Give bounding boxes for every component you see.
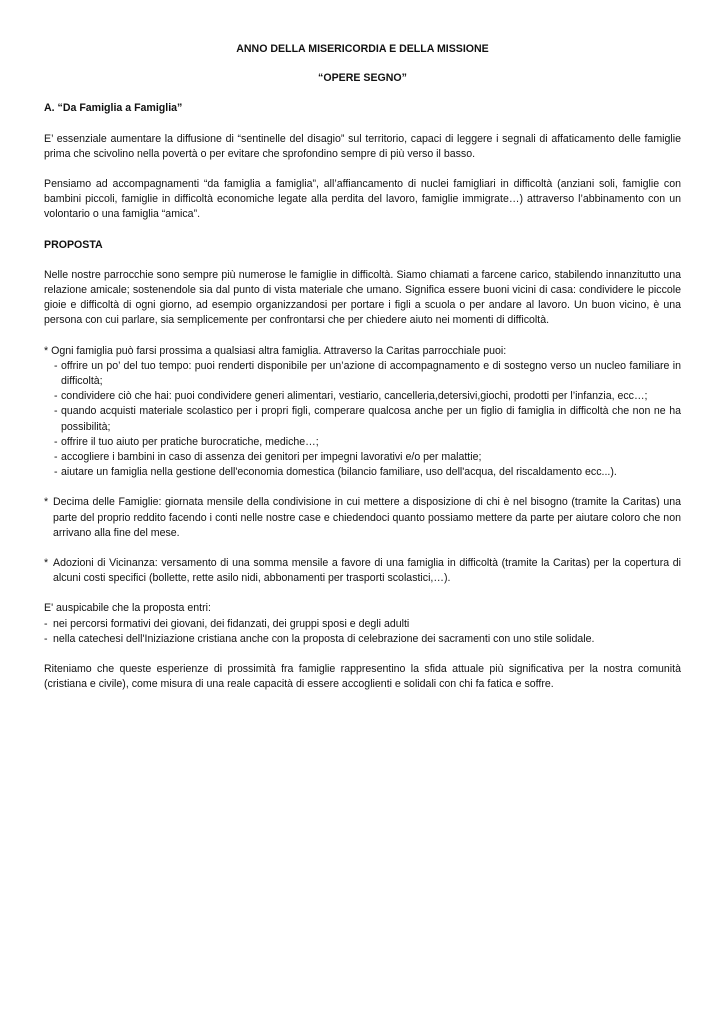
auspicabile-block — [44, 601, 681, 647]
auspicabile-list — [44, 617, 681, 647]
list-item: - offrire il tuo aiuto per pratiche burocratiche, mediche…; — [44, 435, 681, 450]
star-bullet: * — [44, 496, 49, 509]
star-bullet: * — [44, 344, 49, 357]
list-item: - nella catechesi dell'Iniziazione cristiana anche con la proposta di celebrazione dei sacramenti con uno stile solidale. — [44, 632, 681, 647]
document-body — [44, 42, 681, 693]
list-item: - condividere ciò che hai: puoi condividere generi alimentari, vestiario, cancelleria,detersivi,giochi, prodotti per l’infanzia, ecc…; — [44, 389, 681, 404]
star-item-adozioni — [44, 556, 681, 586]
list-item: - aiutare un famiglia nella gestione dell'economia domestica (bilancio familiare, uso dell'acqua, del riscaldamento ecc...). — [44, 465, 681, 480]
document-title: ANNO DELLA MISERICORDIA E DELLA MISSIONE — [236, 43, 489, 55]
proposta-heading: PROPOSTA — [44, 238, 103, 251]
star-item-text: Adozioni di Vicinanza: versamento di una somma mensile a favore di una famiglia in difficoltà (tramite la Caritas) per la copertura di alcuni costi specifici (bollette, rette asilo nidi, abbonamenti per trasporti scolastici,…). — [53, 557, 681, 585]
paragraph-auspicabile: E' auspicabile che la proposta entri: — [44, 602, 211, 615]
paragraph-sentinelle: E’ essenziale aumentare la diffusione di “sentinelle del disagio” sul territorio, capaci di leggere i segnali di affaticamento delle famiglie prima che scivolino nella povertà o per evitare che sprofondino sempre di più verso il basso. — [44, 132, 681, 160]
caritas-actions-list — [44, 359, 681, 481]
list-item: - accogliere i bambini in caso di assenza dei genitori per impegni lavorativi e/o per malattie; — [44, 450, 681, 465]
list-item: - quando acquisti materiale scolastico per i propri figli, comperare qualcosa anche per un figlio di famiglia in difficoltà che non ne ha possibilità; — [44, 404, 681, 434]
document-subtitle: “OPERE SEGNO” — [318, 72, 407, 85]
star-bullet: * — [44, 557, 49, 570]
section-a-heading: A. “Da Famiglia a Famiglia” — [44, 102, 183, 115]
star-item-decima — [44, 495, 681, 541]
star-item-ogni-famiglia — [44, 344, 681, 481]
paragraph-accompagnamenti: Pensiamo ad accompagnamenti “da famiglia a famiglia”, all’affiancamento di nuclei famigliari in difficoltà (anziani soli, famiglie con bambini piccoli, famiglie in difficoltà economiche legate alla perdita del lavoro, famiglie immigrate…) attraverso l’abbinamento con un volontario o una famiglia “amica”. — [44, 178, 681, 221]
list-item: - offrire un po’ del tuo tempo: puoi renderti disponibile per un’azione di accompagnamento e di sostegno verso un nucleo familiare in difficoltà; — [44, 359, 681, 389]
star-item-text: Ogni famiglia può farsi prossima a qualsiasi altra famiglia. Attraverso la Caritas parrocchiale puoi: — [51, 344, 507, 357]
paragraph-conclusione: Riteniamo che queste esperienze di prossimità fra famiglie rappresentino la sfida attuale più significativa per la nostra comunità (cristiana e civile), come misura di una reale capacità di essere accoglienti e solidali con chi fa fatica e soffre. — [44, 663, 681, 691]
list-item: - nei percorsi formativi dei giovani, dei fidanzati, dei gruppi sposi e degli adulti — [44, 617, 681, 632]
star-item-text: Decima delle Famiglie: giornata mensile della condivisione in cui mettere a disposizione di chi è nel bisogno (tramite la Caritas) una parte del proprio reddito facendo i conti nelle nostre case e chiedendoci quanto possiamo mettere da parte per aiutare coloro che non arrivano alla fine del mese. — [53, 496, 681, 539]
paragraph-parrocchie: Nelle nostre parrocchie sono sempre più numerose le famiglie in difficoltà. Siamo chiamati a farcene carico, stabilendo innanzitutto una relazione amicale; sostenendole sia dal punto di vista materiale che umano. Significa essere buoni vicini di casa: condividere le piccole gioie e difficoltà di ogni giorno, ad esempio organizzandosi per portare i figli a scuola o per andare al lavoro. Un buon vicino, è una persona con cui parlare, sia semplicemente per confrontarsi che per chiedere aiuto nei momenti di difficoltà. — [44, 268, 681, 327]
